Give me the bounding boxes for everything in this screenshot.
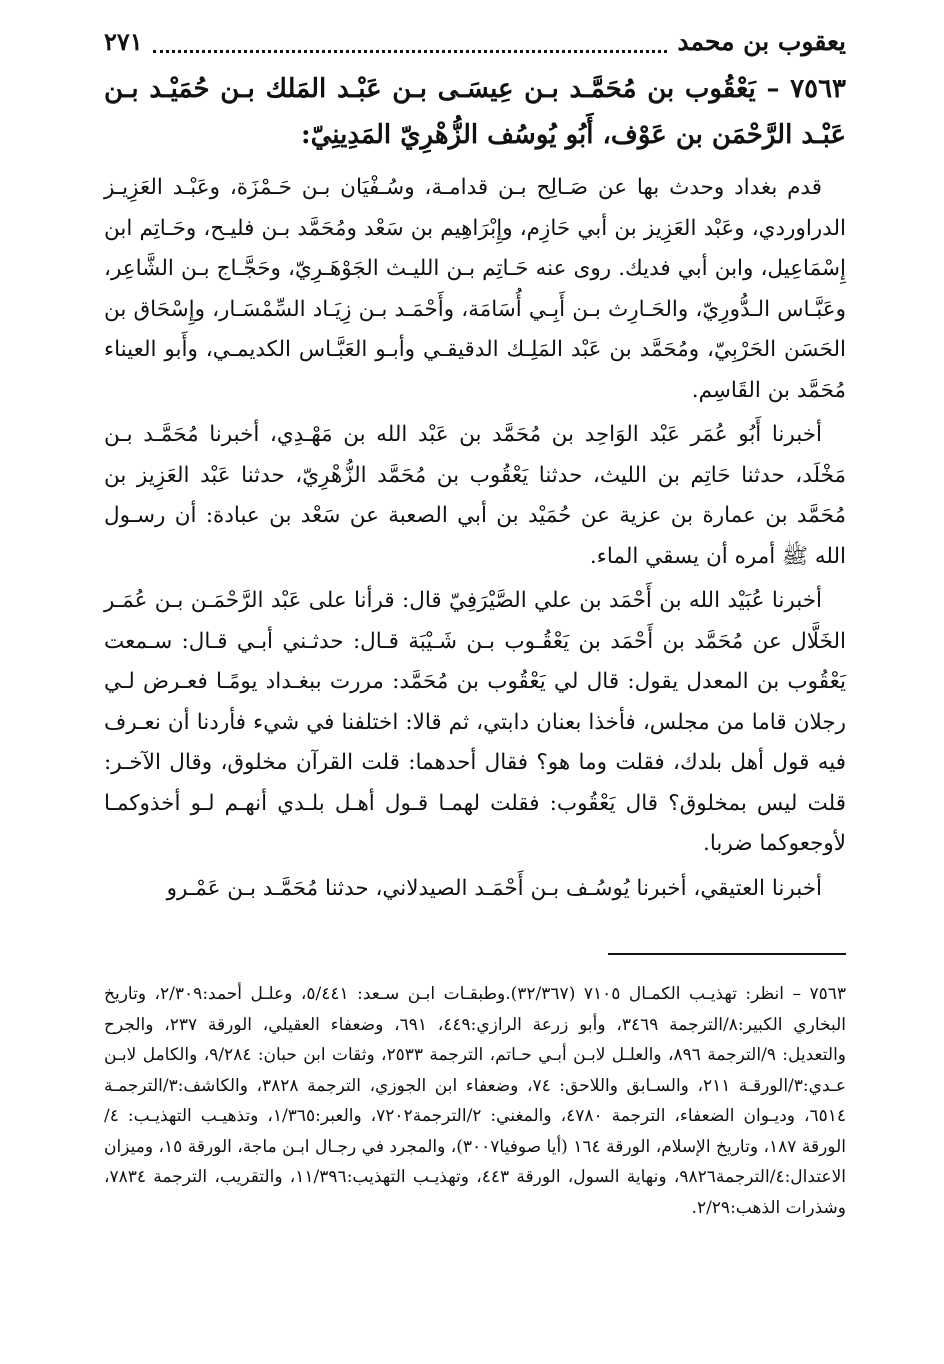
biography-paragraph: قدم بغداد وحدث بها عن صَـالِح بـن قدامـة، وسُـفْيَان بـن حَـمْزَة، وعَبْـد العَزِيـز الدراوردي، وعَبْد العَزِيز بن أبي حَازِم، وإِبْرَاهِيم بن سَعْد ومُحَمَّد بـن فليـح، وحَـاتِم ابن إِسْمَاعِيل، وابن أبي فديك. روى عنه حَـاتِم بـن الليـث الجَوْهَـرِيّ، وحَجَّـاج بـن الشَّاعِر، وعَبَّـاس الـدُّورِيّ، والحَـارِث بـن أَبِـي أُسَامَة، وأَحْمَـد بـن زِيَـاد السِّمْسَـار، وإِسْحَاق بن الحَسَن الحَرْبِيّ، ومُحَمَّد بن عَبْد المَلِـك الدقيقـي وأبـو العَبَّـاس الكديمـي، وأَبو العيناء مُحَمَّد بن القَاسِم. — [104, 175, 846, 403]
entry-heading: ٧٥٦٣ – يَعْقُوب بن مُحَمَّـد بـن عِيسَـى بـن عَبْـد المَلك بـن حُمَيْـد بـن عَبْـد الرَّحْمَن بن عَوْف، أَبُو يُوسُف الزُّهْرِيّ المَدِينِيّ: — [104, 74, 846, 150]
continuation-paragraph: أخبرنا العتيقي، أخبرنا يُوسُـف بـن أَحْمَـد الصيدلاني، حدثنا مُحَمَّـد بـن عَمْـرو — [166, 875, 822, 901]
book-page — [104, 22, 846, 1223]
hadith-paragraph: أخبرنا أَبُو عُمَر عَبْد الوَاحِد بن مُحَمَّد بن عَبْد الله بن مَهْـدِي، أخبرنا مُحَمَّـد بـن مَخْلَد، حدثنا حَاتِم بن الليث، حدثنا يَعْقُوب بن مُحَمَّد الزُّهْرِيّ، حدثنا عَبْد العَزِيز بن مُحَمَّد بن عمارة بن عزية عن حُمَيْد بن أبي الصعبة عن سَعْد بن عبادة: أن رسـول الله ﷺ أمره أن يسقي الماء. — [104, 422, 846, 569]
leader-dots — [153, 32, 668, 53]
anecdote-paragraph: أخبرنا عُبَيْد الله بن أَحْمَد بن علي الصَّيْرَفِيّ قال: قرأنا على عَبْد الرَّحْمَـن بـن عُمَـر الخَلَّال عن مُحَمَّد بن أَحْمَد بن يَعْقُـوب بـن شَـيْبَة قـال: حدثـني أبـي قـال: سـمعت يَعْقُوب بن المعدل يقول: قال لي يَعْقُوب بن مُحَمَّد: مررت ببغـداد يومًـا فعـرض لـي رجلان قاما من مجلس، فأخذا بعنان دابتي، ثم قالا: اختلفنا في شيء فأردنا أن نعـرف فيه قول أهل بلدك، فقلت وما هو؟ فقال أحدهما: قلت القرآن مخلوق، وقال الآخـر: قلت ليس بمخلوق؟ قال يَعْقُوب: فقلت لهمـا قـول أهـل بلـدي أنهـم لـو أخذوكمـا لأوجعوكما ضربا. — [104, 588, 846, 856]
running-head — [104, 22, 846, 62]
footnote-separator — [608, 953, 846, 955]
footnote: ٧٥٦٣ – انظر: تهذيـب الكمـال ٧١٠٥ (٣٢/٣٦٧).وطبقـات ابـن سـعد: ٥/٤٤١، وعلـل أحمد:٢/٣٠٩، وتاريخ البخاري الكبير:٨/الترجمة ٣٤٦٩، وأبو زرعة الرازي:٤٤٩، ٦٩١، وضعفاء العقيلي، الورقة ٢٣٧، والجرح والتعديل: ٩/الترجمة ٨٩٦، والعلـل لابـن أبـي حـاتم، الترجمة ٢٥٣٣، وثقات ابن حبان: ٩/٢٨٤، والكامل لابـن عـدي:٣/الورقـة ٢١١، والسـابق واللاحق: ٧٤، وضعفاء ابن الجوزي، الترجمة ٣٨٢٨، والكاشف:٣/الترجمـة ٦٥١٤، وديـوان الضعفاء، الترجمة ٤٧٨٠، والمغني: ٢/الترجمة٧٢٠٢، والعبر:١/٣٦٥، وتذهيـب التهذيـب: ٤/الورقة ١٨٧، وتاريخ الإسلام، الورقة ١٦٤ (أيا صوفيا٣٠٠٧)، والمجرد في رجـال ابـن ماجة، الورقة ١٥، وميزان الاعتدال:٤/الترجمة٩٨٢٦، ونهاية السول، الورقة ٤٤٣، وتهذيـب التهذيب:١١/٣٩٦، والتقريب، الترجمة ٧٨٣٤، وشذرات الذهب:٢/٢٩. — [104, 984, 847, 1218]
running-head-title: يعقوب بن محمد — [677, 27, 846, 56]
page-number: ٢٧١ — [104, 27, 143, 56]
